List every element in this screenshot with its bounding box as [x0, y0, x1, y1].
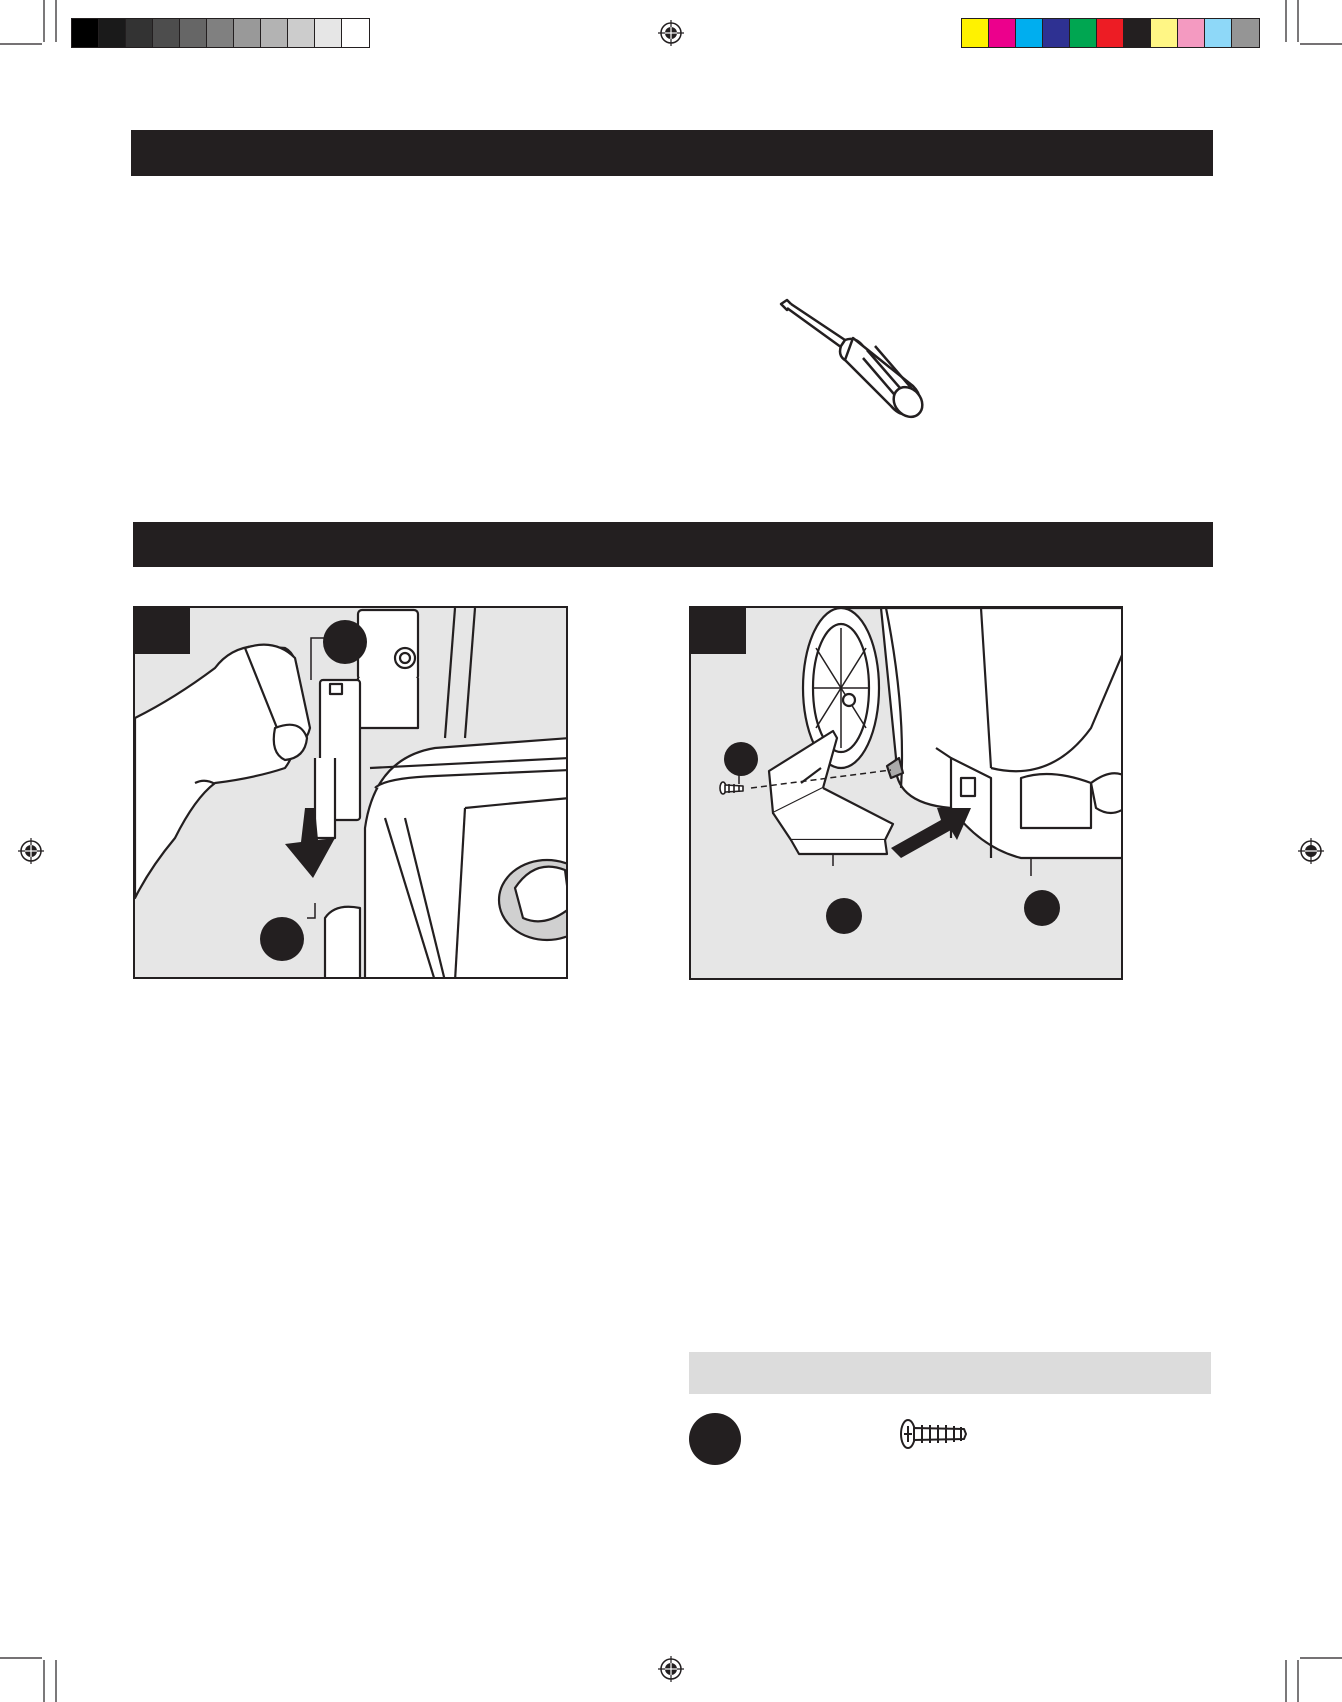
gray-swatch-6: [234, 19, 261, 47]
callout-a: [724, 742, 758, 776]
color-swatch-9: [1205, 19, 1232, 47]
callout-b: [826, 898, 862, 934]
color-swatch-3: [1043, 19, 1070, 47]
hand-pressing-clip-icon: [135, 608, 568, 979]
gray-swatch-7: [261, 19, 288, 47]
color-swatch-8: [1178, 19, 1205, 47]
gray-swatch-8: [288, 19, 315, 47]
gray-swatch-2: [126, 19, 153, 47]
figure-2: [689, 606, 1123, 980]
hardware-header: [689, 1352, 1211, 1394]
process-color-bar: [961, 18, 1260, 48]
registration-target-icon: [1298, 838, 1324, 864]
color-swatch-7: [1151, 19, 1178, 47]
hardware-callout: [689, 1413, 741, 1465]
callout-c: [1024, 890, 1060, 926]
color-swatch-4: [1070, 19, 1097, 47]
gray-swatch-5: [207, 19, 234, 47]
color-swatch-0: [962, 19, 989, 47]
gray-swatch-9: [315, 19, 342, 47]
gray-swatch-10: [342, 19, 369, 47]
color-swatch-2: [1016, 19, 1043, 47]
grayscale-color-bar: [71, 18, 370, 48]
gray-swatch-1: [99, 19, 126, 47]
registration-target-icon: [658, 1656, 684, 1682]
gray-swatch-0: [72, 19, 99, 47]
bracket-mounting-icon: [691, 608, 1123, 980]
color-swatch-1: [989, 19, 1016, 47]
screw-icon: [898, 1416, 970, 1452]
registration-target-icon: [18, 838, 44, 864]
gray-swatch-3: [153, 19, 180, 47]
gray-swatch-4: [180, 19, 207, 47]
color-swatch-5: [1097, 19, 1124, 47]
figure-1: [133, 606, 568, 979]
color-swatch-10: [1232, 19, 1259, 47]
registration-target-icon: [658, 20, 684, 46]
screwdriver-icon: [775, 296, 975, 436]
section-header-tools: [131, 130, 1213, 176]
section-header-assembly: [133, 522, 1213, 567]
callout-b: [260, 917, 304, 961]
callout-a: [323, 620, 367, 664]
color-swatch-6: [1124, 19, 1151, 47]
